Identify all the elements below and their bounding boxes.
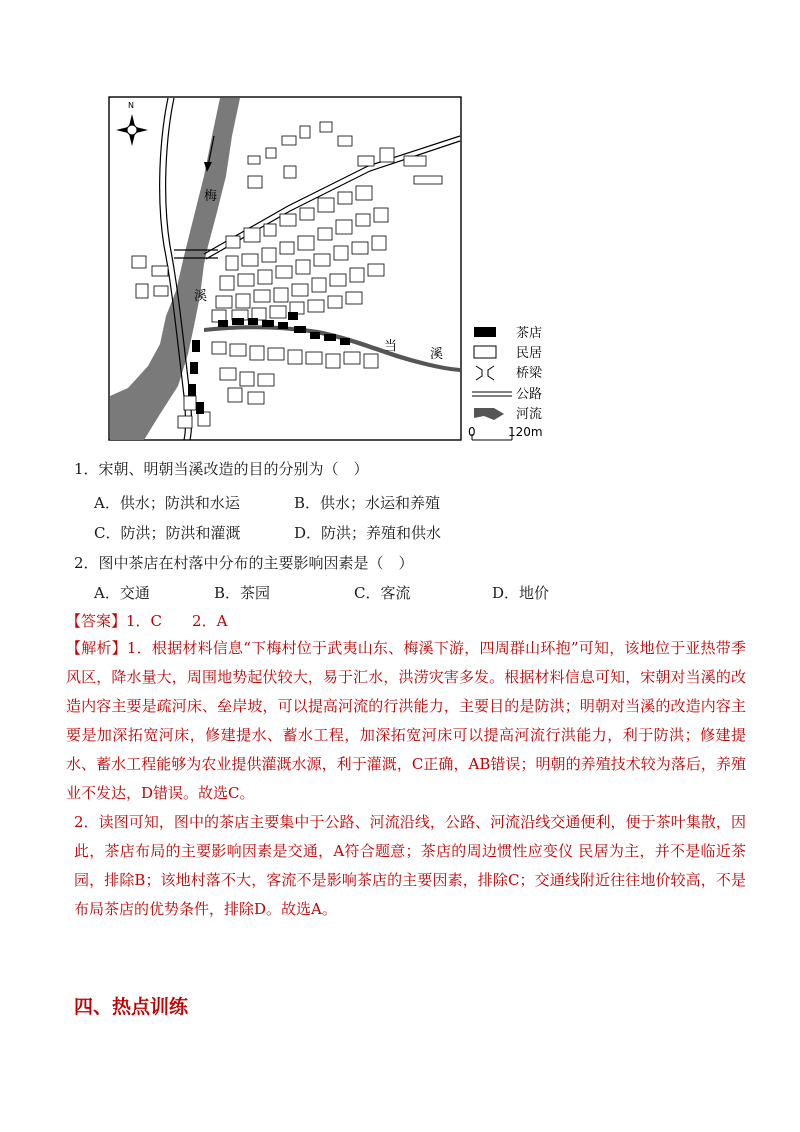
question-1-stem: 1．宋朝、明朝当溪改造的目的分别为（ ）: [74, 460, 369, 478]
question-1-option-c: C．防洪；防洪和灌溉: [94, 524, 241, 542]
analysis-block: [66, 634, 746, 924]
answer-text: 1．C 2．A: [126, 612, 228, 630]
scale-start-label: 0: [468, 425, 476, 439]
analysis-paragraph-2: 2．读图可知，图中的茶店主要集中于公路、河流沿线，公路、河流沿线交通便利，便于茶叶集散，因此，茶店布局的主要影响因素是交通，A符合题意；茶店的周边惯性应变仪 民居为主，并不是临近茶园，排除B；该地村落不大，客流不是影响茶店的主要因素，排除C；交通线附近往往地价较高，不是布局茶店的优势条件，排除D。故选A。: [74, 813, 746, 918]
dang-river-label-2: 溪: [430, 347, 444, 362]
scale-end-label: 120m: [508, 425, 543, 439]
question-2-option-a: A．交通: [94, 584, 150, 602]
legend-bridge-label: 桥梁: [516, 366, 543, 381]
mei-river-label-2: 溪: [194, 289, 208, 304]
legend-tea-shop-swatch: [474, 327, 496, 337]
analysis-tag: 【解析】: [66, 639, 127, 657]
mei-river-label-1: 梅: [204, 189, 218, 204]
question-2-stem: 2．图中茶店在村落中分布的主要影响因素是（ ）: [74, 554, 414, 572]
legend-bridge-icon: [476, 366, 494, 380]
village-map-figure: [108, 96, 562, 442]
question-2-option-c: C．客流: [354, 584, 411, 602]
question-1-option-a: A．供水；防洪和水运: [94, 494, 240, 512]
compass-north-label: N: [128, 101, 134, 110]
legend-tea-shop-label: 茶店: [516, 326, 543, 341]
answer-tag: 【答案】: [66, 612, 127, 630]
legend-river-icon: [474, 408, 504, 420]
analysis-text-1: 1．根据材料信息“下梅村位于武夷山东、梅溪下游，四周群山环抱”可知，该地位于亚热带季风区，降水量大，周围地势起伏较大，易于汇水，洪涝灾害多发。根据材料信息可知，宋朝对当溪的改造内容主要是疏河床、垒岸坡，可以提高河流的行洪能力，主要目的是防洪；明朝对当溪的改造内容主要是加深拓宽河床，修建提水、蓄水工程，加深拓宽河床可以提高河流行洪能力，利于防洪；修建提水、蓄水工程能够为农业提供灌溉水源，利于灌溉，C正确，AB错误；明朝的养殖技术较为落后，养殖业不发达，D错误。故选C。: [66, 639, 746, 802]
legend-residence-label: 民居: [516, 346, 543, 361]
legend-residence-swatch: [474, 346, 496, 358]
analysis-paragraph-1: [66, 634, 746, 808]
map-legend: [468, 325, 543, 440]
question-1-option-d: D．防洪；养殖和供水: [294, 524, 442, 542]
legend-river-label: 河流: [516, 407, 543, 422]
question-1-option-b: B．供水；水运和养殖: [294, 494, 441, 512]
answer-line: [66, 610, 227, 632]
dang-river-label-1: 当: [384, 339, 398, 354]
question-2-option-b: B．茶园: [214, 584, 271, 602]
village-map: [108, 96, 562, 442]
section-heading: 四、热点训练: [74, 996, 189, 1018]
legend-road-label: 公路: [516, 387, 543, 402]
question-2-option-d: D．地价: [492, 584, 550, 602]
